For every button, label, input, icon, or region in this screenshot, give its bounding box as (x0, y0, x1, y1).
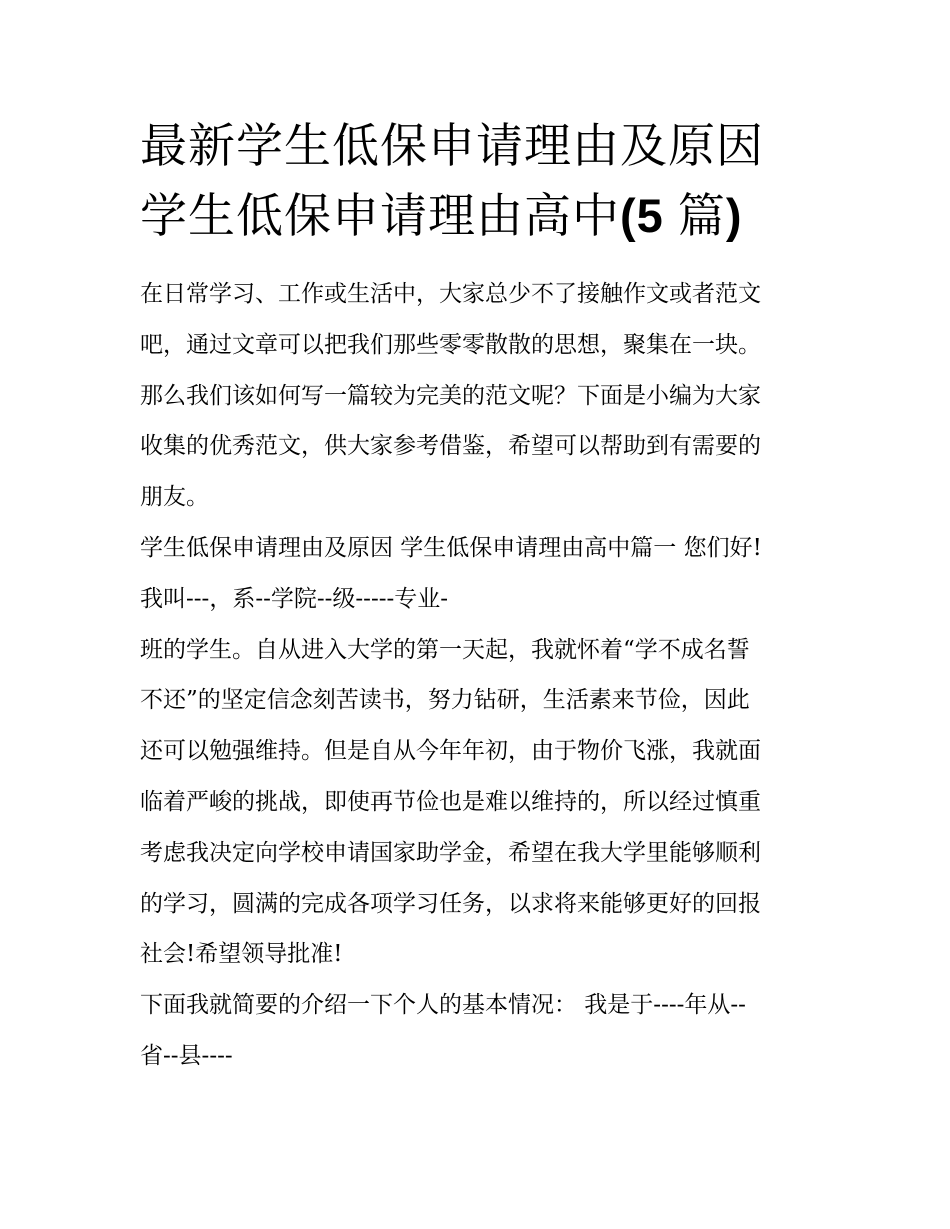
title-latin-run: ) (725, 189, 743, 242)
text-line: 不还”的坚定信念刻苦读书，努力钻研，生活素来节俭，因此 (140, 687, 750, 714)
document-content (140, 112, 815, 1082)
text-line: 在日常学习、工作或生活中，大家总少不了接触作文或者范文 (140, 281, 761, 307)
text-line: 学生低保申请理由及原因 学生低保申请理由高中篇一 您们好! (140, 534, 762, 561)
text-line: 临着严峻的挑战，即使再节俭也是难以维持的，所以经过慎重 (140, 788, 761, 815)
text-line: 社会!希望领导批准! (140, 941, 343, 968)
text-line: 省--县---- (140, 1042, 233, 1069)
paragraph-section-heading (140, 523, 815, 625)
paragraph-intro (140, 269, 815, 523)
text-line: 还可以勉强维持。但是自从今年年初，由于物价飞涨，我就面 (140, 738, 761, 765)
text-line: 下面我就简要的介绍一下个人的基本情况： 我是于----年从-- (140, 992, 746, 1019)
paragraph-personal-info (140, 980, 815, 1082)
paragraph-body (140, 625, 815, 981)
text-line: 班的学生。自从进入大学的第一天起，我就怀着“学不成名誓 (140, 636, 750, 663)
title-line-2 (140, 181, 815, 251)
text-line: 考虑我决定向学校申请国家助学金，希望在我大学里能够顺利 (140, 839, 761, 866)
text-line: 吧，通过文章可以把我们那些零零散散的思想，聚集在一块。 (140, 331, 761, 358)
document-title (140, 112, 815, 251)
text-line: 那么我们该如何写一篇较为完美的范文呢？下面是小编为大家 (140, 382, 761, 409)
text-line: 朋友。 (140, 484, 209, 511)
text-line: 我叫---，系--学院--级-----专业- (140, 585, 449, 612)
text-line: 的学习，圆满的完成各项学习任务，以求将来能够更好的回报 (140, 890, 761, 917)
document-body (140, 269, 815, 1082)
title-line-1: 最新学生低保申请理由及原因 (140, 119, 764, 174)
title-line-2-text: 学生低保申请理由高中(5 篇) (140, 189, 743, 244)
title-latin-run: (5 (620, 189, 678, 242)
text-line: 收集的优秀范文，供大家参考借鉴，希望可以帮助到有需要的 (140, 433, 761, 460)
